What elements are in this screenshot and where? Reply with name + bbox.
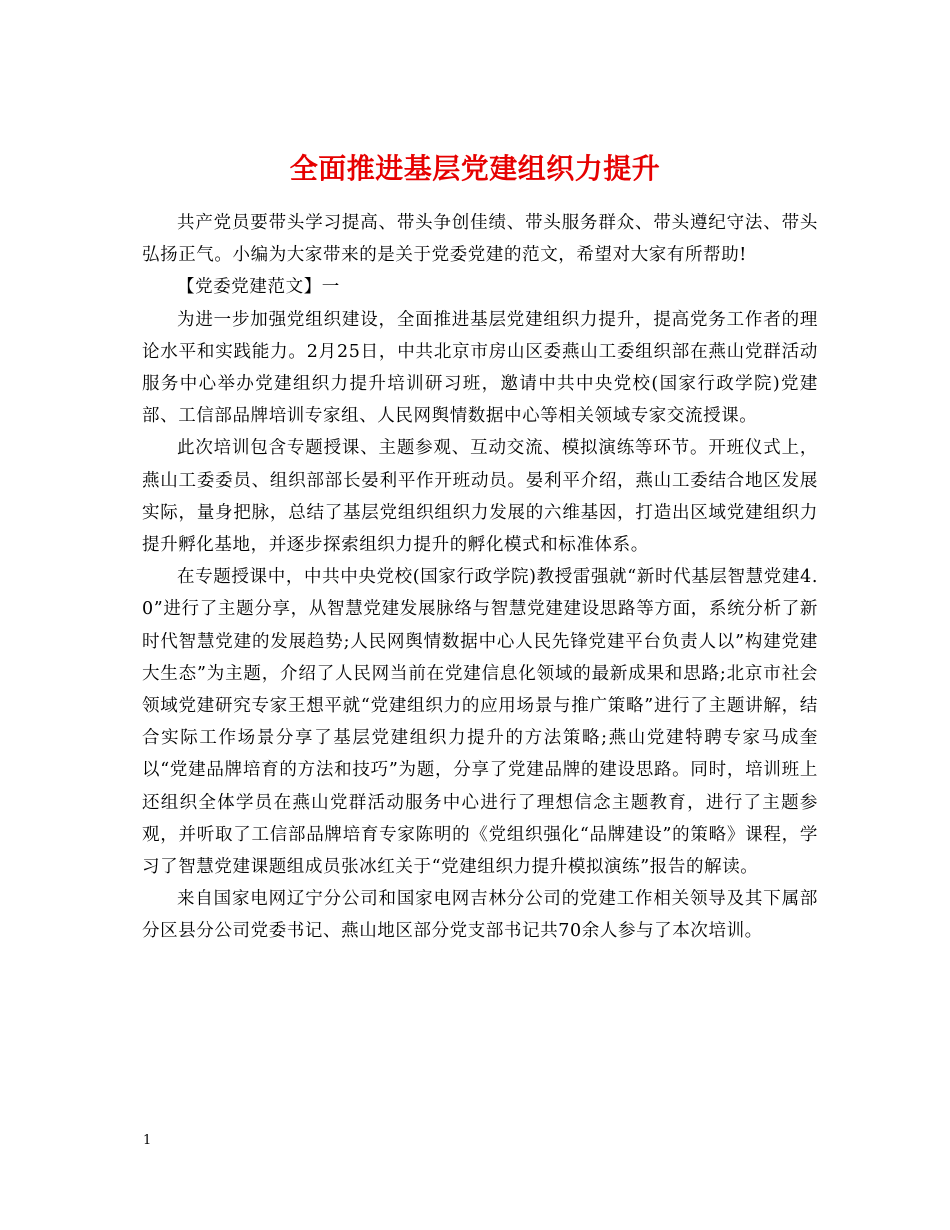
body-paragraph-2: 此次培训包含专题授课、主题参观、互动交流、模拟演练等环节。开班仪式上，燕山工委委员、组织部部长晏利平作开班动员。晏利平介绍，燕山工委结合地区发展实际，量身把脉，总结了基层党组织组织力发展的六维基因，打造出区域党建组织力提升孵化基地，并逐步探索组织力提升的孵化模式和标准体系。 <box>142 438 818 556</box>
intro-paragraph: 共产党员要带头学习提高、带头争创佳绩、带头服务群众、带头遵纪守法、带头弘扬正气。小编为大家带来的是关于党委党建的范文，希望对大家有所帮助! <box>142 213 818 266</box>
section-heading: 【党委党建范文】一 <box>177 277 340 298</box>
document-body <box>142 207 818 948</box>
body-paragraph-1: 为进一步加强党组织建设，全面推进基层党建组织力提升，提高党务工作者的理论水平和实践能力。2月25日，中共北京市房山区委燕山工委组织部在燕山党群活动服务中心举办党建组织力提升培训研习班，邀请中共中央党校(国家行政学院)党建部、工信部品牌培训专家组、人民网舆情数据中心等相关领域专家交流授课。 <box>142 309 818 427</box>
page-number: 1 <box>143 1133 152 1148</box>
body-paragraph-3: 在专题授课中，中共中央党校(国家行政学院)教授雷强就“新时代基层智慧党建4.0”进行了主题分享，从智慧党建发展脉络与智慧党建建设思路等方面，系统分析了新时代智慧党建的发展趋势;人民网舆情数据中心人民先锋党建平台负责人以”构建党建大生态”为主题，介绍了人民网当前在党建信息化领域的最新成果和思路;北京市社会领域党建研究专家王想平就“党建组织力的应用场景与推广策略”进行了主题讲解，结合实际工作场景分享了基层党建组织力提升的方法策略;燕山党建特聘专家马成奎以“党建品牌培育的方法和技巧”为题，分享了党建品牌的建设思路。同时，培训班上还组织全体学员在燕山党群活动服务中心进行了理想信念主题教育，进行了主题参观，并听取了工信部品牌培育专家陈明的《党组织强化“品牌建设”的策略》课程，学习了智慧党建课题组成员张冰红关于“党建组织力提升模拟演练”报告的解读。 <box>142 567 818 878</box>
document-title: 全面推进基层党建组织力提升 <box>289 151 661 185</box>
body-paragraph-4: 来自国家电网辽宁分公司和国家电网吉林分公司的党建工作相关领导及其下属部分区县分公司党委书记、燕山地区部分党支部书记共70余人参与了本次培训。 <box>142 889 818 942</box>
